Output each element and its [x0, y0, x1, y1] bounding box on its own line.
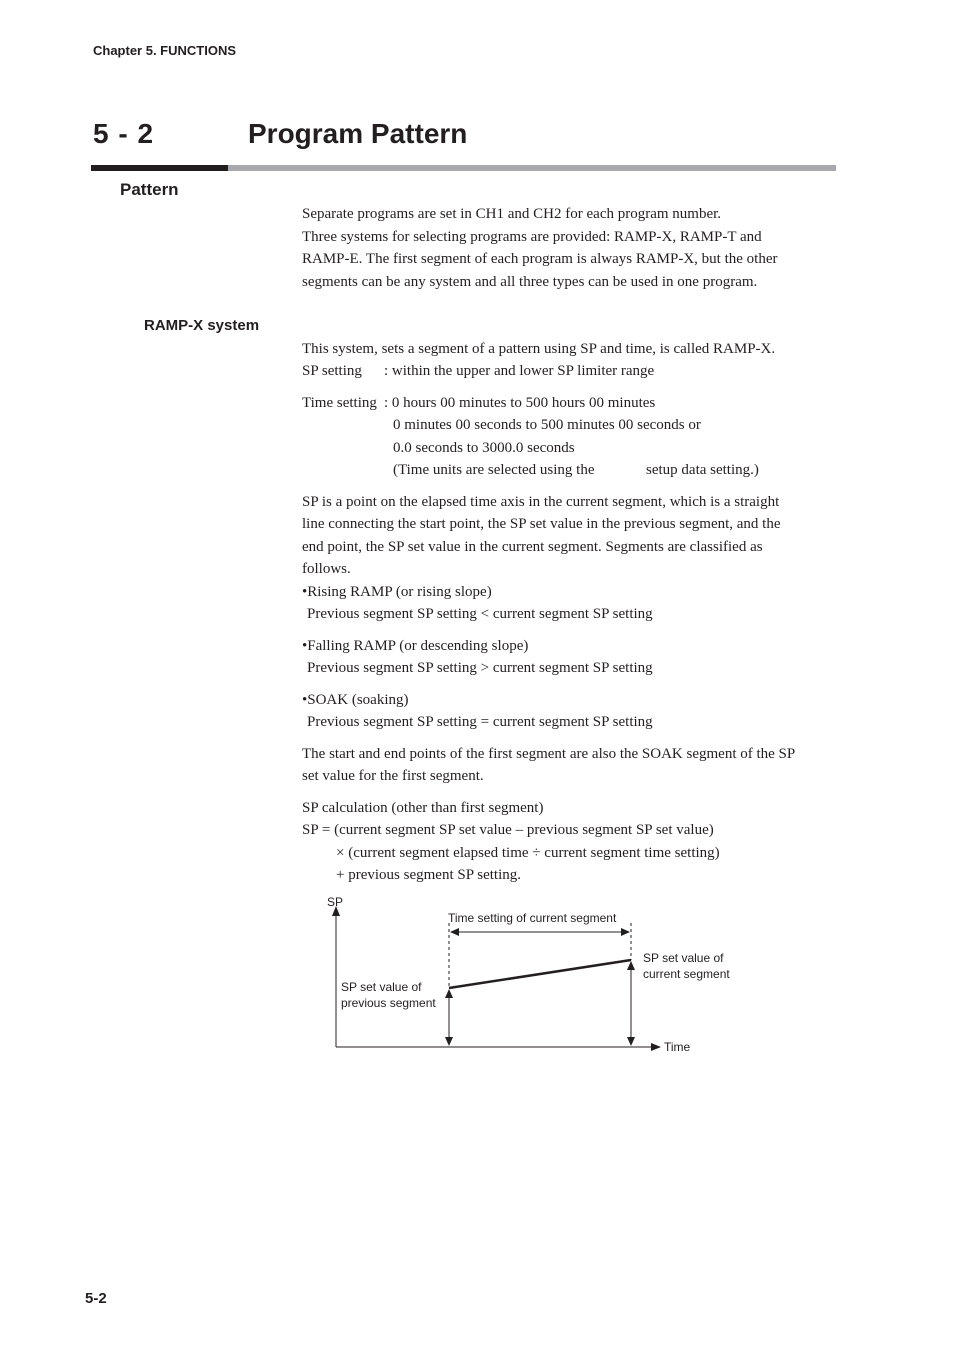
title-rule-dark	[91, 165, 228, 171]
time-note-a: (Time units are selected using the	[393, 462, 595, 478]
prev-sp-up-arrow-icon	[445, 989, 453, 998]
pattern-line: RAMP-E. The first segment of each program is always RAMP-X, but the other	[302, 251, 778, 267]
calc-line: + previous segment SP setting.	[336, 867, 521, 883]
pattern-line: Three systems for selecting programs are provided: RAMP-X, RAMP-T and	[302, 229, 762, 245]
rampx-heading: RAMP-X system	[144, 317, 260, 334]
ramp-line	[449, 960, 631, 988]
calc-title: SP calculation (other than first segment)	[302, 800, 544, 816]
section-title: Program Pattern	[248, 118, 468, 149]
prev-sp-label-line2: previous segment	[341, 996, 436, 1010]
soak-desc: Previous segment SP setting = current segment SP setting	[307, 714, 653, 730]
y-axis-label: SP	[327, 895, 344, 909]
sp-desc-line: follows.	[302, 561, 351, 577]
soak-title: •SOAK (soaking)	[302, 692, 409, 708]
time-setting-value: 0 minutes 00 seconds to 500 minutes 00 seconds or	[393, 417, 701, 433]
curr-sp-up-arrow-icon	[627, 961, 635, 970]
time-span-left-arrow-icon	[450, 928, 459, 936]
time-setting-label: Time setting	[302, 395, 377, 411]
sp-desc-line: SP is a point on the elapsed time axis in the current segment, which is a straight	[302, 494, 780, 510]
sp-desc-line: end point, the SP set value in the current segment. Segments are classified as	[302, 539, 763, 555]
calc-line: SP = (current segment SP set value – previous segment SP set value)	[302, 822, 714, 838]
pattern-heading: Pattern	[120, 180, 179, 199]
rampx-intro: This system, sets a segment of a pattern using SP and time, is called RAMP-X.	[302, 341, 776, 357]
ramp-x-diagram	[320, 890, 730, 1065]
rising-desc: Previous segment SP setting < current segment SP setting	[307, 606, 653, 622]
time-span-right-arrow-icon	[621, 928, 630, 936]
prev-sp-label-line1: SP set value of	[341, 980, 422, 994]
time-setting-value: 0.0 seconds to 3000.0 seconds	[393, 440, 575, 456]
curr-sp-down-arrow-icon	[627, 1037, 635, 1046]
curr-sp-label-line1: SP set value of	[643, 951, 724, 965]
curr-sp-label-line2: current segment	[643, 967, 730, 981]
chapter-header: Chapter 5. FUNCTIONS	[93, 43, 237, 58]
page-number: 5-2	[85, 1290, 107, 1307]
falling-desc: Previous segment SP setting > current segment SP setting	[307, 660, 653, 676]
title-rule-light	[228, 165, 836, 171]
calc-line: × (current segment elapsed time ÷ current segment time setting)	[336, 845, 720, 861]
sp-setting-label: SP setting	[302, 363, 362, 379]
time-setting-value: : 0 hours 00 minutes to 500 hours 00 minutes	[384, 395, 656, 411]
time-span-label: Time setting of current segment	[448, 911, 617, 925]
x-axis-arrow-icon	[651, 1043, 661, 1051]
first-seg-line: set value for the first segment.	[302, 768, 484, 784]
x-axis-label: Time	[664, 1040, 691, 1054]
falling-title: •Falling RAMP (or descending slope)	[302, 638, 529, 654]
sp-desc-line: line connecting the start point, the SP set value in the previous segment, and the	[302, 516, 781, 532]
section-number: 5 - 2	[93, 118, 155, 149]
pattern-line: Separate programs are set in CH1 and CH2 for each program number.	[302, 206, 722, 222]
first-seg-line: The start and end points of the first segment are also the SOAK segment of the SP	[302, 746, 796, 762]
rising-title: •Rising RAMP (or rising slope)	[302, 584, 492, 600]
time-note-b: setup data setting.)	[646, 462, 759, 478]
sp-setting-value: : within the upper and lower SP limiter range	[384, 363, 655, 379]
prev-sp-down-arrow-icon	[445, 1037, 453, 1046]
pattern-line: segments can be any system and all three types can be used in one program.	[302, 274, 758, 290]
